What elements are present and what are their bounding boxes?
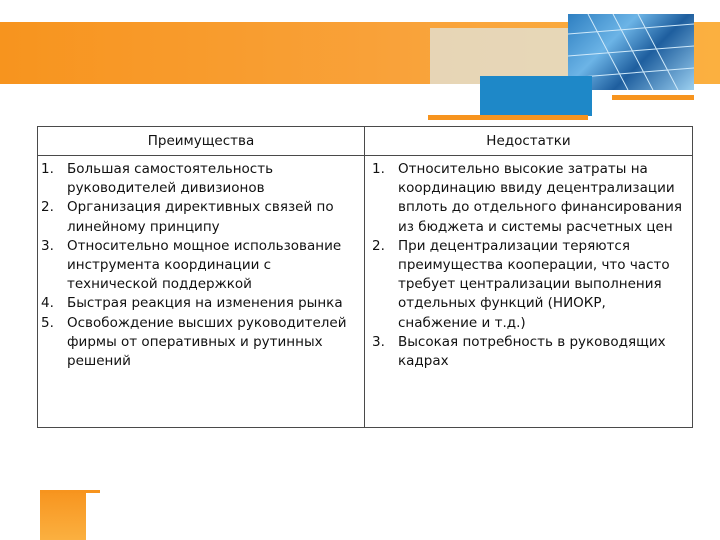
list-item: 2. При децентрализации теряются преимущества кооперации, что часто требует централизации выполнения отдельных функций (НИОКР, снабжение и т.д.) <box>372 237 670 331</box>
advantages-list <box>38 160 356 371</box>
orange-accent-line-right <box>612 95 694 100</box>
list-item: 1. Относительно высокие затраты на координацию ввиду децентрализации вплоть до отдельного финансирования из бюджета и системы расчетных цен <box>372 161 682 235</box>
list-item: 5. Освобождение высших руководителей фирмы от оперативных и рутинных решений <box>41 314 347 370</box>
list-item: 3. Высокая потребность в руководящих кадрах <box>372 333 666 370</box>
disadvantages-header: Недостатки <box>486 133 571 149</box>
table-header-row <box>38 127 692 156</box>
advantages-header: Преимущества <box>147 133 255 149</box>
list-item: 2. Организация директивных связей по линейному принципу <box>41 199 334 235</box>
orange-corner-decoration <box>40 490 86 540</box>
blue-block <box>480 76 592 116</box>
list-item: 4. Быстрая реакция на изменения рынка <box>41 295 343 312</box>
header-banner <box>0 18 720 118</box>
orange-corner-line <box>40 490 100 493</box>
orange-accent-line <box>428 115 588 120</box>
list-item: 1. Большая самостоятельность руководителей дивизионов <box>41 161 274 197</box>
list-item: 3. Относительно мощное использование инструмента координации с технической поддержкой <box>41 237 342 293</box>
comparison-table <box>37 126 693 428</box>
disadvantages-list <box>369 160 687 371</box>
column-divider <box>364 127 365 427</box>
